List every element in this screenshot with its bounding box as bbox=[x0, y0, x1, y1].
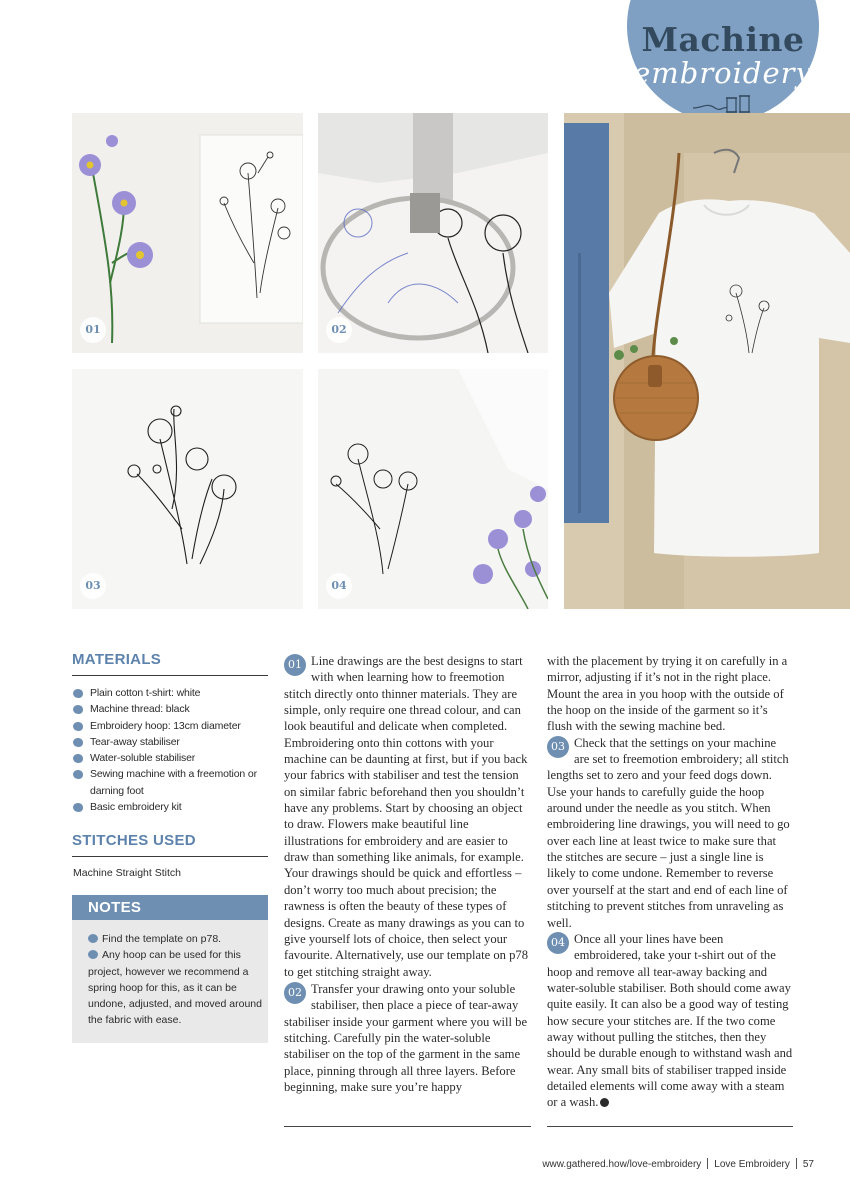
step-number: 02 bbox=[284, 982, 306, 1004]
list-item: Plain cotton t-shirt: white bbox=[73, 685, 273, 701]
divider bbox=[72, 856, 268, 857]
materials-list bbox=[73, 685, 273, 815]
step-02-paragraph: 02 Transfer your drawing onto your soluble stabiliser, then place a piece of tear-away stabiliser inside your garment where you will be stitching. Carefully pin the water-soluble stabiliser on the top of the garment in the same place, pinning through all three layers. Before beginning, make sure you’re happy bbox=[284, 981, 528, 1094]
thread-bullet-icon bbox=[73, 722, 83, 731]
body-column-1 bbox=[284, 653, 531, 1095]
step-02-continued: with the placement by trying it on carefully in a mirror, adjusting if it’s not in the right place. Mount the area in you hoop with the outside of the hoop on the inside of the garment so it’s flush with the sewing machine bed. bbox=[547, 654, 788, 734]
flower-sketch-photo bbox=[72, 113, 303, 353]
stitches-heading: STITCHES USED bbox=[72, 832, 196, 849]
photo-step-02 bbox=[318, 113, 548, 353]
thread-bullet-icon bbox=[73, 770, 83, 779]
embroidered-flowers-photo bbox=[72, 369, 303, 609]
step-number: 04 bbox=[547, 932, 569, 954]
step-label: 04 bbox=[326, 573, 352, 599]
body-column-2 bbox=[547, 653, 793, 1111]
thread-bullet-icon bbox=[73, 705, 83, 714]
footer-url[interactable]: www.gathered.how/love-embroidery bbox=[542, 1159, 702, 1170]
tshirt-bag-photo bbox=[564, 113, 850, 609]
photo-step-01 bbox=[72, 113, 303, 353]
footer-magazine: Love Embroidery bbox=[714, 1159, 790, 1170]
thread-bullet-icon bbox=[73, 803, 83, 812]
step-label: 03 bbox=[80, 573, 106, 599]
note-item: Find the template on p78. bbox=[88, 931, 264, 947]
notes-heading: NOTES bbox=[72, 895, 268, 920]
step-number: 01 bbox=[284, 654, 306, 676]
notes-text bbox=[88, 931, 264, 1029]
thread-bullet-icon bbox=[88, 934, 98, 943]
materials-heading: MATERIALS bbox=[72, 651, 162, 668]
step-label: 02 bbox=[326, 317, 352, 343]
finished-embroidery-photo bbox=[318, 369, 548, 609]
page-footer bbox=[542, 1158, 814, 1170]
photo-step-03 bbox=[72, 369, 303, 609]
section-badge bbox=[627, 0, 819, 122]
list-item: Tear-away stabiliser bbox=[73, 734, 273, 750]
thread-bullet-icon bbox=[73, 754, 83, 763]
photo-tshirt bbox=[564, 113, 850, 609]
list-item: Water-soluble stabiliser bbox=[73, 750, 273, 766]
section-subtitle: embroidery bbox=[633, 56, 813, 90]
photo-step-04 bbox=[318, 369, 548, 609]
divider bbox=[72, 675, 268, 676]
step-04-paragraph: 04 Once all your lines have been embroidered, take your t-shirt out of the hoop and remove all tear-away backing and water-soluble stabiliser. Both should come away quite easily. It can also be a good way of testing how secure your stitches are. If the two come away without pulling the stitches, then they should be durable enough to withstand wash and wear. Any small bits of stabiliser trapped inside detailed elements will come away with a steam or a wash. bbox=[547, 931, 793, 1110]
stitches-text: Machine Straight Stitch bbox=[73, 867, 181, 879]
note-item: Any hoop can be used for this project, however we recommend a spring hoop for this, as it can be undone, adjusted, and moved around the fabric with ease. bbox=[88, 949, 262, 1027]
page-number: 57 bbox=[802, 1159, 814, 1170]
list-item: Sewing machine with a freemotion or darning foot bbox=[73, 766, 273, 799]
section-title: Machine bbox=[641, 20, 805, 59]
step-number: 03 bbox=[547, 736, 569, 758]
list-item: Basic embroidery kit bbox=[73, 799, 273, 815]
divider bbox=[547, 1126, 793, 1127]
thread-bullet-icon bbox=[73, 689, 83, 698]
step-03-paragraph: 03 Check that the settings on your machine are set to freemotion embroidery; all stitch lengths set to zero and your feed dogs down. Use your hands to carefully guide the hoop around under the needle as you stitch. When embroidering line drawings, you will need to go over each line at least twice to make sure that the stitches are secure – just a single line is likely to come undone. Remember to reverse over yourself at the start and end of each line of stitching to prevent stitches from unraveling as well. bbox=[547, 735, 790, 930]
notes-box bbox=[72, 895, 268, 1043]
step-label: 01 bbox=[80, 317, 106, 343]
thread-bullet-icon bbox=[73, 738, 83, 747]
list-item: Machine thread: black bbox=[73, 701, 273, 717]
divider bbox=[284, 1126, 531, 1127]
step-01-paragraph: 01 Line drawings are the best designs to start with when learning how to freemotion stitch directly onto thinner materials. They are simple, only require one thread colour, and can look beautiful and delicate when completed. Embroidering onto thin cottons with your machine can be daunting at first, but if you back your fabrics with stabiliser and test the tension on similar fabric beforehand then you shouldn’t have any problems. Start by choosing an object to draw. Flowers make beautiful line illustrations for embroidery and are easier to draw than something like animals, for example. Your drawings should be quick and effortless – don’t worry too much about precision; the rawness is often the beauty of these types of designs. Create as many drawings as you can to give yourself lots of choice, then select your favourite. Alternatively, use our template on p78 to get stitching straight away. bbox=[284, 654, 528, 979]
list-item: Embroidery hoop: 13cm diameter bbox=[73, 718, 273, 734]
thread-bullet-icon bbox=[88, 950, 98, 959]
sewing-machine-photo bbox=[318, 113, 548, 353]
end-mark-icon bbox=[600, 1098, 609, 1107]
